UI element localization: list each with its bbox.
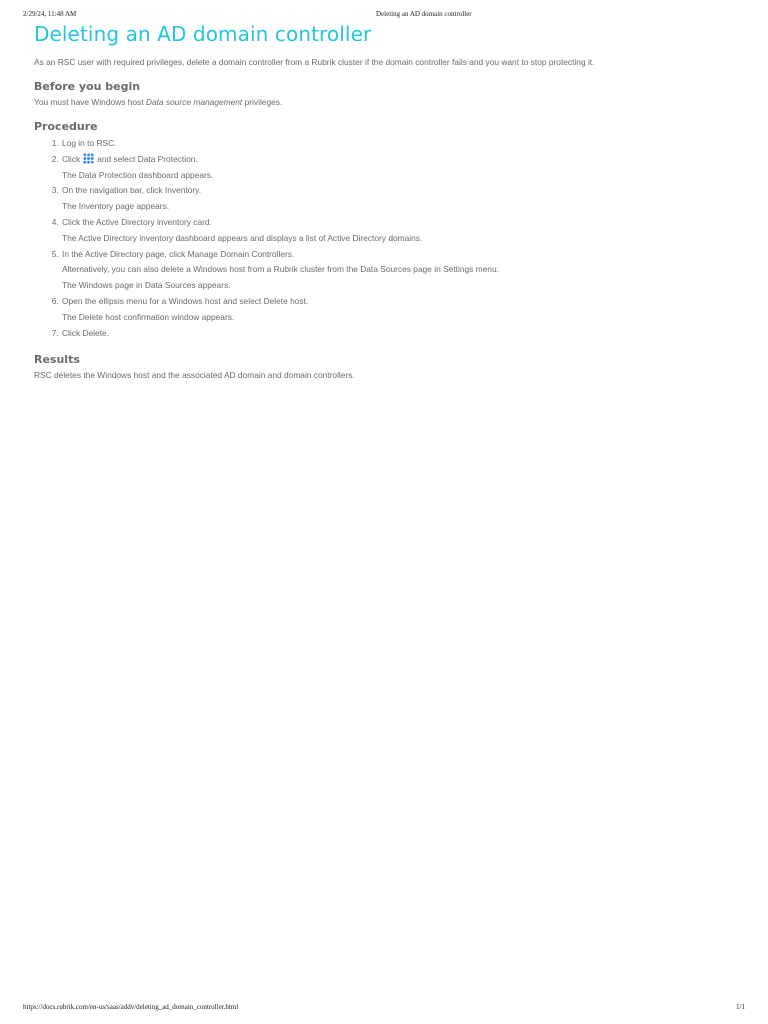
step-2	[61, 152, 734, 184]
before-you-begin-heading: Before you begin	[34, 80, 141, 93]
print-title: Deleting an AD domain controller	[376, 10, 472, 18]
step-7	[61, 326, 734, 342]
page-title: Deleting an AD domain controller	[34, 22, 372, 46]
step-text: Open the ellipsis menu for a Windows host and select Delete host.	[62, 295, 309, 306]
step-6	[61, 294, 734, 326]
step-result: The Windows page in Data Sources appears.	[62, 280, 231, 291]
before-you-begin-text	[34, 96, 734, 108]
results-heading: Results	[34, 353, 80, 367]
step-5	[61, 247, 734, 294]
article	[34, 20, 734, 381]
procedure-steps	[34, 136, 734, 341]
procedure-heading: Procedure	[34, 120, 98, 133]
step-1	[61, 136, 734, 152]
print-datetime: 2/29/24, 11:48 AM	[23, 10, 77, 18]
privilege-name: Data source management	[145, 97, 243, 107]
step-text: Log in to RSC.	[62, 138, 117, 148]
step-text: On the navigation bar, click Inventory.	[62, 185, 202, 196]
intro-paragraph: As an RSC user with required privileges, delete a domain controller from a Rubrik cluster if the domain controller fails and you want to stop protecting it.	[34, 57, 595, 67]
step-text: Click the Active Directory inventory card.	[62, 216, 212, 227]
print-page-number: 1/1	[736, 1003, 745, 1011]
app-grid-icon	[83, 153, 94, 164]
step-result: The Delete host confirmation window appears.	[62, 311, 235, 322]
results-text: RSC deletes the Windows host and the associated AD domain and domain controllers.	[34, 370, 355, 381]
step-result: The Data Protection dashboard appears.	[62, 169, 214, 180]
step-4	[61, 215, 734, 247]
step-result: The Active Directory inventory dashboard appears and displays a list of Active Directory domains.	[62, 232, 423, 243]
before-text-prefix: You must have Windows host	[34, 97, 146, 107]
step-result: The Inventory page appears.	[62, 201, 170, 212]
print-url: https://docs.rubrik.com/en-us/saas/addv/deleting_ad_domain_controller.html	[23, 1003, 239, 1011]
step-note: Alternatively, you can also delete a Windows host from a Rubrik cluster from the Data Sources page in Settings menu.	[62, 264, 499, 275]
step-3	[61, 183, 734, 215]
step-text: In the Active Directory page, click Manage Domain Controllers.	[62, 248, 295, 259]
print-footer	[0, 1003, 768, 1019]
step-text: Click	[62, 153, 81, 164]
before-text-suffix: privileges.	[242, 97, 283, 107]
step-text: and select Data Protection.	[97, 153, 198, 164]
step-text: Click Delete.	[62, 327, 110, 338]
